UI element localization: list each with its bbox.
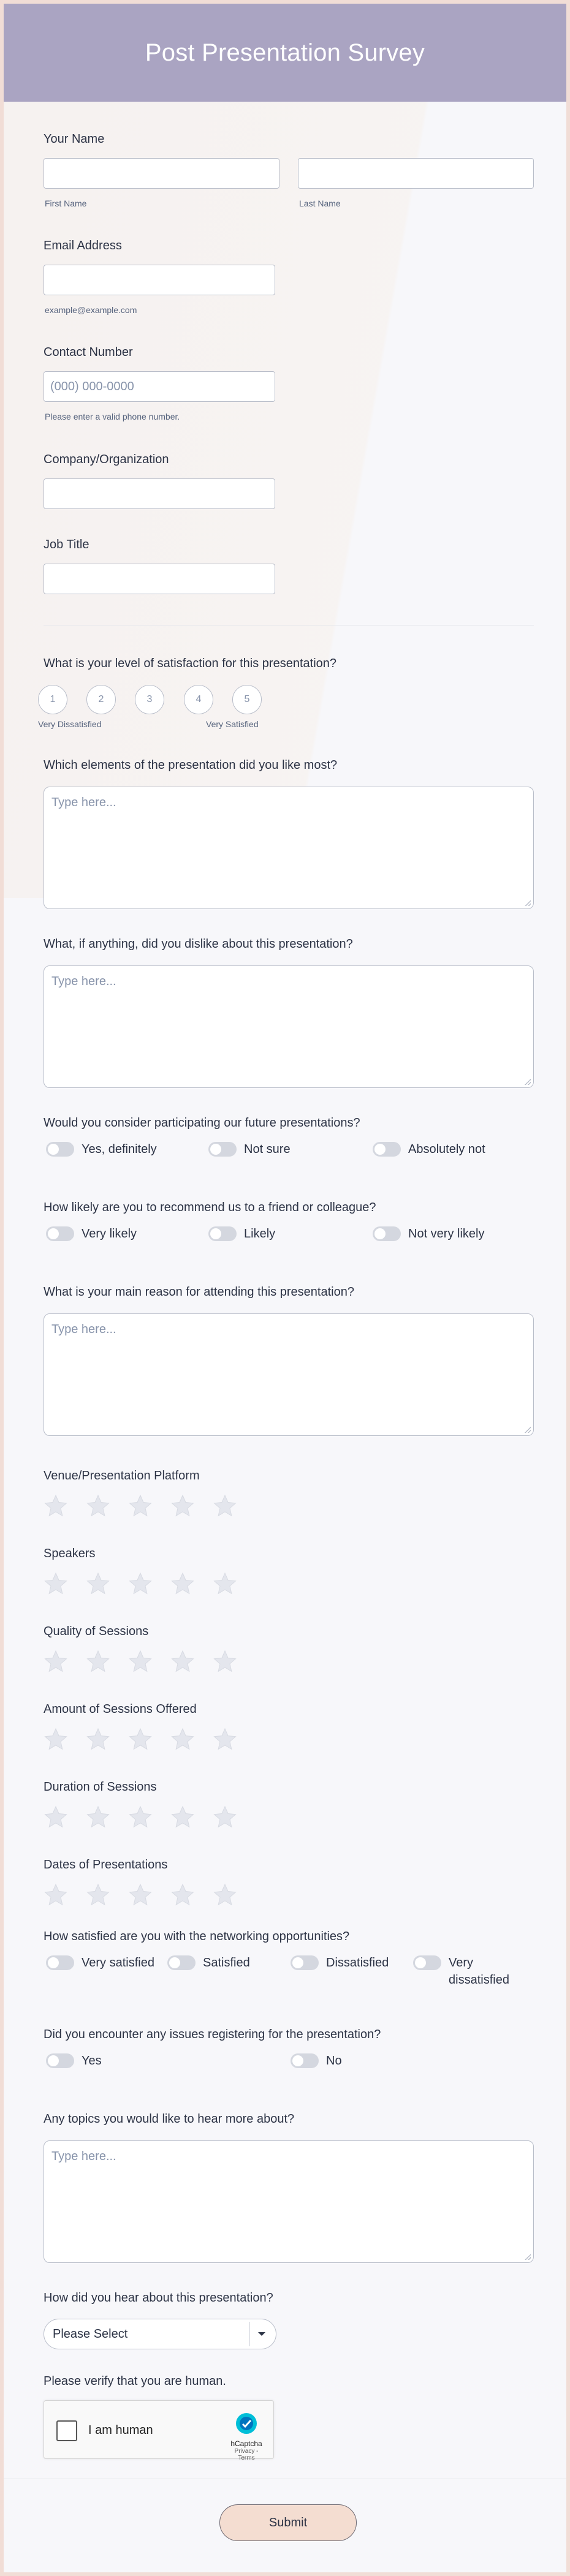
toggle-label: Very satisfied bbox=[82, 1956, 154, 1970]
issues-option-yes[interactable] bbox=[46, 2052, 102, 2069]
future-option-not-sure[interactable] bbox=[208, 1141, 291, 1158]
star-icon[interactable] bbox=[213, 1883, 237, 1907]
rating-label: Venue/Presentation Platform bbox=[44, 1469, 200, 1483]
toggle-label: Not very likely bbox=[408, 1227, 485, 1241]
toggle-switch[interactable] bbox=[46, 1142, 74, 1157]
first-name-sublabel: First Name bbox=[45, 198, 87, 208]
issues-option-no[interactable] bbox=[291, 2052, 342, 2069]
star-icon[interactable] bbox=[86, 1805, 110, 1829]
star-icon[interactable] bbox=[44, 1883, 68, 1907]
star-icon[interactable] bbox=[44, 1805, 68, 1829]
toggle-label: No bbox=[326, 2054, 342, 2068]
star-icon[interactable] bbox=[170, 1649, 195, 1674]
networking-option-satisfied[interactable] bbox=[167, 1954, 250, 1971]
star-rating bbox=[44, 1649, 255, 1674]
toggle-switch[interactable] bbox=[291, 2053, 319, 2068]
toggle-label: Yes, definitely bbox=[82, 1143, 157, 1156]
disliked-label: What, if anything, did you dislike about this presentation? bbox=[44, 937, 353, 951]
rating-label: Dates of Presentations bbox=[44, 1858, 168, 1872]
toggle-switch[interactable] bbox=[208, 1226, 237, 1241]
verify-label: Please verify that you are human. bbox=[44, 2374, 226, 2388]
source-dropdown-value: Please Select bbox=[53, 2327, 128, 2341]
star-icon[interactable] bbox=[170, 1805, 195, 1829]
toggle-switch[interactable] bbox=[291, 1955, 319, 1970]
star-rating bbox=[44, 1571, 255, 1596]
scale-option-4[interactable]: 4 bbox=[184, 685, 213, 714]
chevron-down-icon[interactable] bbox=[249, 2322, 273, 2346]
toggle-switch[interactable] bbox=[46, 1226, 74, 1241]
toggle-switch[interactable] bbox=[413, 1955, 441, 1970]
toggle-label: Dissatisfied bbox=[326, 1956, 389, 1970]
rating-label: Duration of Sessions bbox=[44, 1780, 157, 1794]
toggle-label: Likely bbox=[244, 1227, 276, 1241]
email-input[interactable] bbox=[44, 265, 275, 295]
star-icon[interactable] bbox=[213, 1805, 237, 1829]
rating-label: Quality of Sessions bbox=[44, 1625, 149, 1638]
scale-option-5[interactable]: 5 bbox=[232, 685, 262, 714]
networking-option-very-dissatisfied[interactable] bbox=[413, 1954, 523, 1989]
liked-label: Which elements of the presentation did you like most? bbox=[44, 758, 338, 772]
form-header bbox=[4, 4, 566, 102]
toggle-switch[interactable] bbox=[208, 1142, 237, 1157]
hcaptcha-icon bbox=[235, 2412, 258, 2435]
future-label: Would you consider participating our future presentations? bbox=[44, 1116, 360, 1130]
star-icon[interactable] bbox=[128, 1649, 153, 1674]
toggle-switch[interactable] bbox=[46, 1955, 74, 1970]
star-icon[interactable] bbox=[213, 1571, 237, 1596]
toggle-switch[interactable] bbox=[373, 1226, 401, 1241]
topics-label: Any topics you would like to hear more about? bbox=[44, 2112, 295, 2126]
star-icon[interactable] bbox=[128, 1494, 153, 1518]
job-title-label: Job Title bbox=[44, 538, 89, 551]
star-icon[interactable] bbox=[128, 1571, 153, 1596]
topics-textarea[interactable]: Type here... bbox=[44, 2140, 534, 2263]
captcha-checkbox[interactable] bbox=[56, 2420, 77, 2441]
liked-textarea[interactable]: Type here... bbox=[44, 787, 534, 909]
star-icon[interactable] bbox=[44, 1649, 68, 1674]
star-icon[interactable] bbox=[213, 1649, 237, 1674]
star-icon[interactable] bbox=[170, 1571, 195, 1596]
star-icon[interactable] bbox=[86, 1571, 110, 1596]
last-name-input[interactable] bbox=[298, 158, 534, 189]
phone-sublabel: Please enter a valid phone number. bbox=[45, 412, 180, 421]
star-icon[interactable] bbox=[128, 1883, 153, 1907]
phone-label: Contact Number bbox=[44, 346, 133, 359]
star-icon[interactable] bbox=[86, 1727, 110, 1751]
star-icon[interactable] bbox=[170, 1494, 195, 1518]
toggle-switch[interactable] bbox=[167, 1955, 196, 1970]
reason-label: What is your main reason for attending this presentation? bbox=[44, 1285, 354, 1299]
star-icon[interactable] bbox=[86, 1883, 110, 1907]
toggle-switch[interactable] bbox=[373, 1142, 401, 1157]
toggle-label: Very dissatisfied bbox=[449, 1956, 509, 1987]
recommend-option-likely[interactable] bbox=[208, 1225, 275, 1242]
star-icon[interactable] bbox=[44, 1727, 68, 1751]
star-icon[interactable] bbox=[86, 1494, 110, 1518]
star-icon[interactable] bbox=[44, 1571, 68, 1596]
reason-textarea[interactable]: Type here... bbox=[44, 1313, 534, 1436]
hcaptcha-widget bbox=[44, 2400, 274, 2459]
recommend-option-not-very-likely[interactable] bbox=[373, 1225, 484, 1242]
hcaptcha-links[interactable]: Privacy - Terms bbox=[234, 2448, 259, 2461]
recommend-label: How likely are you to recommend us to a friend or colleague? bbox=[44, 1201, 376, 1214]
issues-label: Did you encounter any issues registering for the presentation? bbox=[44, 2028, 381, 2041]
captcha-label: I am human bbox=[88, 2423, 153, 2437]
job-title-input[interactable] bbox=[44, 564, 275, 594]
star-rating bbox=[44, 1494, 255, 1518]
email-label: Email Address bbox=[44, 239, 122, 252]
first-name-input[interactable] bbox=[44, 158, 279, 189]
submit-button[interactable]: Submit bbox=[219, 2504, 357, 2541]
recommend-option-very-likely[interactable] bbox=[46, 1225, 137, 1242]
star-icon[interactable] bbox=[170, 1883, 195, 1907]
toggle-label: Yes bbox=[82, 2054, 102, 2068]
star-rating bbox=[44, 1727, 255, 1751]
scale-option-1[interactable]: 1 bbox=[38, 685, 67, 714]
rating-label: Speakers bbox=[44, 1547, 96, 1560]
company-input[interactable] bbox=[44, 478, 275, 509]
form-card bbox=[4, 4, 566, 2572]
future-option-absolutely-not[interactable] bbox=[373, 1141, 485, 1158]
toggle-label: Very likely bbox=[82, 1227, 137, 1241]
name-label: Your Name bbox=[44, 132, 105, 146]
star-icon[interactable] bbox=[128, 1727, 153, 1751]
hcaptcha-logo bbox=[228, 2412, 265, 2461]
form-title: Post Presentation Survey bbox=[145, 39, 425, 66]
scale-option-2[interactable]: 2 bbox=[86, 685, 116, 714]
networking-option-very-satisfied[interactable] bbox=[46, 1954, 154, 1971]
star-icon[interactable] bbox=[170, 1727, 195, 1751]
star-icon[interactable] bbox=[213, 1727, 237, 1751]
networking-option-dissatisfied[interactable] bbox=[291, 1954, 389, 1971]
scale-option-3[interactable]: 3 bbox=[135, 685, 164, 714]
disliked-textarea[interactable]: Type here... bbox=[44, 965, 534, 1088]
email-sublabel: example@example.com bbox=[45, 305, 137, 315]
hcaptcha-brand: hCaptcha bbox=[230, 2439, 262, 2448]
toggle-switch[interactable] bbox=[46, 2053, 74, 2068]
scale-low-label: Very Dissatisfied bbox=[38, 719, 102, 729]
future-option-yes[interactable] bbox=[46, 1141, 157, 1158]
networking-label: How satisfied are you with the networking opportunities? bbox=[44, 1930, 350, 1943]
star-rating bbox=[44, 1805, 255, 1829]
toggle-label: Satisfied bbox=[203, 1956, 250, 1970]
star-rating bbox=[44, 1883, 255, 1907]
source-dropdown[interactable] bbox=[44, 2319, 276, 2349]
source-label: How did you hear about this presentation? bbox=[44, 2291, 273, 2305]
star-icon[interactable] bbox=[213, 1494, 237, 1518]
toggle-label: Absolutely not bbox=[408, 1143, 485, 1156]
satisfaction-label: What is your level of satisfaction for this presentation? bbox=[44, 657, 337, 670]
company-label: Company/Organization bbox=[44, 453, 169, 466]
star-icon[interactable] bbox=[86, 1649, 110, 1674]
toggle-label: Not sure bbox=[244, 1143, 291, 1156]
star-icon[interactable] bbox=[44, 1494, 68, 1518]
scale-high-label: Very Satisfied bbox=[206, 719, 259, 729]
star-icon[interactable] bbox=[128, 1805, 153, 1829]
phone-input[interactable]: (000) 000-0000 bbox=[44, 371, 275, 402]
last-name-sublabel: Last Name bbox=[299, 198, 341, 208]
rating-label: Amount of Sessions Offered bbox=[44, 1702, 197, 1716]
